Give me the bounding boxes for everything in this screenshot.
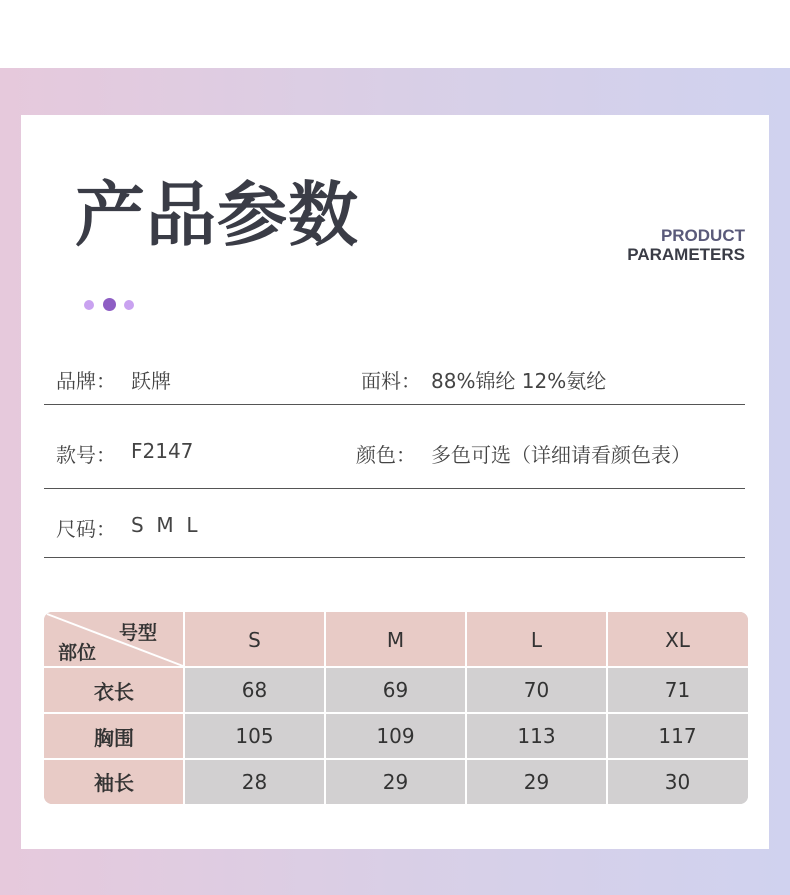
corner-label-size: 号型 [119, 622, 158, 644]
table-cell: 113 [466, 713, 607, 759]
grid-line [324, 612, 326, 804]
table-cell: 117 [607, 713, 748, 759]
table-cell: 70 [466, 667, 607, 713]
grid-line [44, 758, 748, 760]
table-cell: 109 [325, 713, 466, 759]
size-header-cell: XL [607, 612, 748, 667]
dot-icon [124, 300, 134, 310]
grid-line [606, 612, 608, 804]
english-subtitle [627, 226, 745, 264]
dot-icon [103, 298, 116, 311]
table-cell: 29 [466, 759, 607, 804]
english-subtitle-line2: PARAMETERS [627, 245, 745, 264]
brand-value: 跃牌 [131, 369, 171, 393]
grid-line [183, 612, 185, 804]
fabric-label: 面料： [361, 369, 421, 393]
color-label: 颜色： [356, 443, 416, 467]
model-label: 款号： [56, 443, 116, 467]
table-cell: 29 [325, 759, 466, 804]
grid-line [465, 612, 467, 804]
divider [44, 404, 745, 405]
table-corner-cell [44, 612, 184, 667]
size-header-cell: L [466, 612, 607, 667]
color-value: 多色可选（详细请看颜色表） [431, 443, 691, 467]
corner-label-part: 部位 [58, 642, 97, 664]
page-title: 产品参数 [75, 174, 359, 256]
divider [44, 488, 745, 489]
english-subtitle-line1: PRODUCT [660, 226, 745, 245]
size-table [44, 612, 748, 804]
model-value: F2147 [131, 439, 194, 463]
fabric-value: 88%锦纶 12%氨纶 [431, 369, 607, 393]
brand-label: 品牌： [56, 369, 116, 393]
row-header-cell: 胸围 [44, 713, 184, 759]
table-cell: 68 [184, 667, 325, 713]
grid-line [44, 712, 748, 714]
divider [44, 557, 745, 558]
size-value: S M L [131, 513, 198, 537]
grid-line [44, 666, 748, 668]
dot-icon [84, 300, 94, 310]
table-cell: 69 [325, 667, 466, 713]
table-cell: 30 [607, 759, 748, 804]
size-header-cell: S [184, 612, 325, 667]
table-cell: 71 [607, 667, 748, 713]
row-header-cell: 衣长 [44, 667, 184, 713]
size-label: 尺码： [56, 517, 116, 541]
table-cell: 28 [184, 759, 325, 804]
table-cell: 105 [184, 713, 325, 759]
row-header-cell: 袖长 [44, 759, 184, 804]
size-header-cell: M [325, 612, 466, 667]
